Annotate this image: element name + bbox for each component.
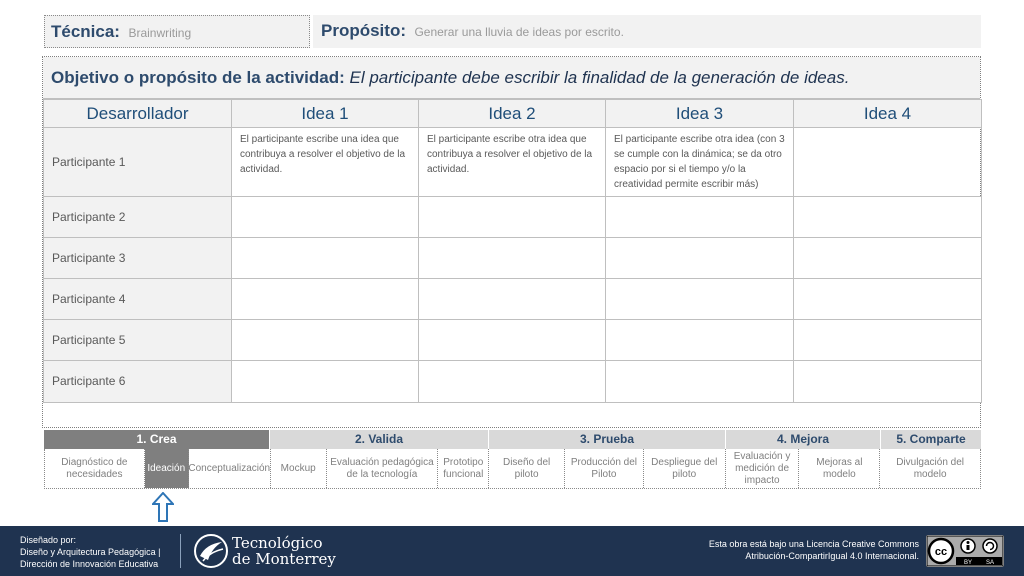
brand-name	[232, 535, 336, 567]
idea-cell[interactable]: El participante escribe una idea que contribuya a resolver el objetivo de la actividad.	[232, 128, 419, 197]
cc-sa-label: SA	[985, 560, 995, 566]
idea-cell[interactable]	[794, 279, 982, 320]
idea-cell[interactable]	[232, 279, 419, 320]
idea-cell[interactable]	[794, 128, 982, 197]
objective-label: Objetivo o propósito de la actividad:	[51, 68, 345, 87]
idea-cell[interactable]	[606, 361, 794, 403]
idea-cell[interactable]: El participante escribe otra idea (con 3 se cumple con la dinámica; se da otro espacio por si el tiempo y/o la creatividad permite escribir más)	[606, 128, 794, 197]
idea-cell[interactable]	[419, 238, 606, 279]
idea-cell[interactable]	[232, 197, 419, 238]
idea-cell[interactable]	[606, 279, 794, 320]
process-phases	[44, 430, 981, 489]
credit-line-3: Dirección de Innovación Educativa	[20, 559, 159, 569]
idea-cell[interactable]	[419, 279, 606, 320]
phase-prueba[interactable]: 3. Prueba	[489, 430, 726, 449]
idea-cell[interactable]: El participante escribe otra idea que contribuya a resolver el objetivo de la actividad.	[419, 128, 606, 197]
brand-line-1: Tecnológico	[232, 534, 323, 552]
step-mejoras[interactable]: Mejoras al modelo	[799, 449, 880, 488]
footer-divider	[180, 534, 181, 568]
step-row	[44, 449, 981, 489]
table-row	[44, 320, 982, 361]
tecnica-label: Técnica:	[51, 22, 120, 41]
objective-bar	[43, 57, 980, 99]
up-arrow-icon	[152, 492, 174, 522]
header-idea-4: Idea 4	[794, 100, 982, 128]
brand-line-2: de Monterrey	[232, 550, 336, 568]
table-row	[44, 279, 982, 320]
license-text	[709, 538, 919, 562]
phase-comparte[interactable]: 5. Comparte	[881, 430, 981, 449]
idea-cell[interactable]	[794, 238, 982, 279]
proposito-label: Propósito:	[321, 21, 406, 40]
tecnica-box	[44, 15, 310, 48]
step-diseno-piloto[interactable]: Diseño del piloto	[489, 449, 565, 488]
table-row	[44, 128, 982, 197]
idea-cell[interactable]	[232, 361, 419, 403]
step-produccion-piloto[interactable]: Producción del Piloto	[565, 449, 644, 488]
idea-cell[interactable]	[419, 197, 606, 238]
license-line-1: Esta obra está bajo una Licencia Creative Commons	[708, 539, 919, 549]
participant-label: Participante 2	[44, 197, 232, 238]
idea-cell[interactable]	[232, 320, 419, 361]
step-mockup[interactable]: Mockup	[271, 449, 327, 488]
credit-block	[20, 534, 160, 570]
participant-label: Participante 6	[44, 361, 232, 403]
idea-cell[interactable]	[232, 238, 419, 279]
proposito-value: Generar una lluvia de ideas por escrito.	[414, 25, 624, 39]
cc-by-label: BY	[963, 560, 973, 566]
header-idea-1: Idea 1	[232, 100, 419, 128]
step-diagnostico[interactable]: Diagnóstico de necesidades	[45, 449, 145, 488]
idea-cell[interactable]	[794, 320, 982, 361]
participant-label: Participante 4	[44, 279, 232, 320]
step-divulgacion[interactable]: Divulgación del modelo	[896, 456, 965, 480]
brainwriting-table	[43, 99, 982, 403]
phase-mejora[interactable]: 4. Mejora	[726, 430, 881, 449]
step-evaluacion-pedagogica[interactable]: Evaluación pedagógica de la tecnología	[327, 449, 439, 488]
table-row	[44, 197, 982, 238]
participant-label: Participante 3	[44, 238, 232, 279]
credit-line-2: Diseño y Arquitectura Pedagógica |	[20, 547, 161, 557]
idea-cell[interactable]	[606, 238, 794, 279]
table-header-row	[44, 100, 982, 128]
participant-label: Participante 1	[44, 128, 232, 197]
step-conceptualizacion[interactable]: Conceptualización	[189, 449, 271, 488]
license-line-2: Atribución-CompartirIgual 4.0 Internacional.	[745, 551, 919, 561]
header-idea-2: Idea 2	[419, 100, 606, 128]
step-evaluacion-impacto[interactable]: Evaluación y medición de impacto	[726, 449, 800, 488]
table-row	[44, 238, 982, 279]
idea-cell[interactable]	[419, 320, 606, 361]
footer	[0, 526, 1024, 576]
phase-row	[44, 430, 981, 449]
idea-cell[interactable]	[794, 197, 982, 238]
step-prototipo[interactable]: Prototipo funcional	[438, 449, 489, 488]
header-idea-3: Idea 3	[606, 100, 794, 128]
activity-frame	[42, 56, 981, 428]
tecnica-value: Brainwriting	[128, 26, 192, 40]
idea-cell[interactable]	[419, 361, 606, 403]
participant-label: Participante 5	[44, 320, 232, 361]
credit-line-1: Diseñado por:	[20, 535, 77, 545]
phase-valida[interactable]: 2. Valida	[270, 430, 489, 449]
idea-cell[interactable]	[606, 197, 794, 238]
objective-text: El participante debe escribir la finalidad de la generación de ideas.	[349, 68, 850, 87]
svg-text:cc: cc	[934, 546, 948, 558]
table-row	[44, 361, 982, 403]
proposito-box	[313, 15, 981, 48]
tec-logo-icon	[194, 534, 228, 568]
cc-license-badge[interactable]	[926, 535, 1004, 567]
idea-cell[interactable]	[606, 320, 794, 361]
phase-crea[interactable]: 1. Crea	[44, 430, 270, 449]
idea-cell[interactable]	[794, 361, 982, 403]
header-desarrollador: Desarrollador	[44, 100, 232, 128]
step-despliegue-piloto[interactable]: Despliegue del piloto	[644, 449, 726, 488]
step-ideacion[interactable]: Ideación	[145, 449, 189, 488]
